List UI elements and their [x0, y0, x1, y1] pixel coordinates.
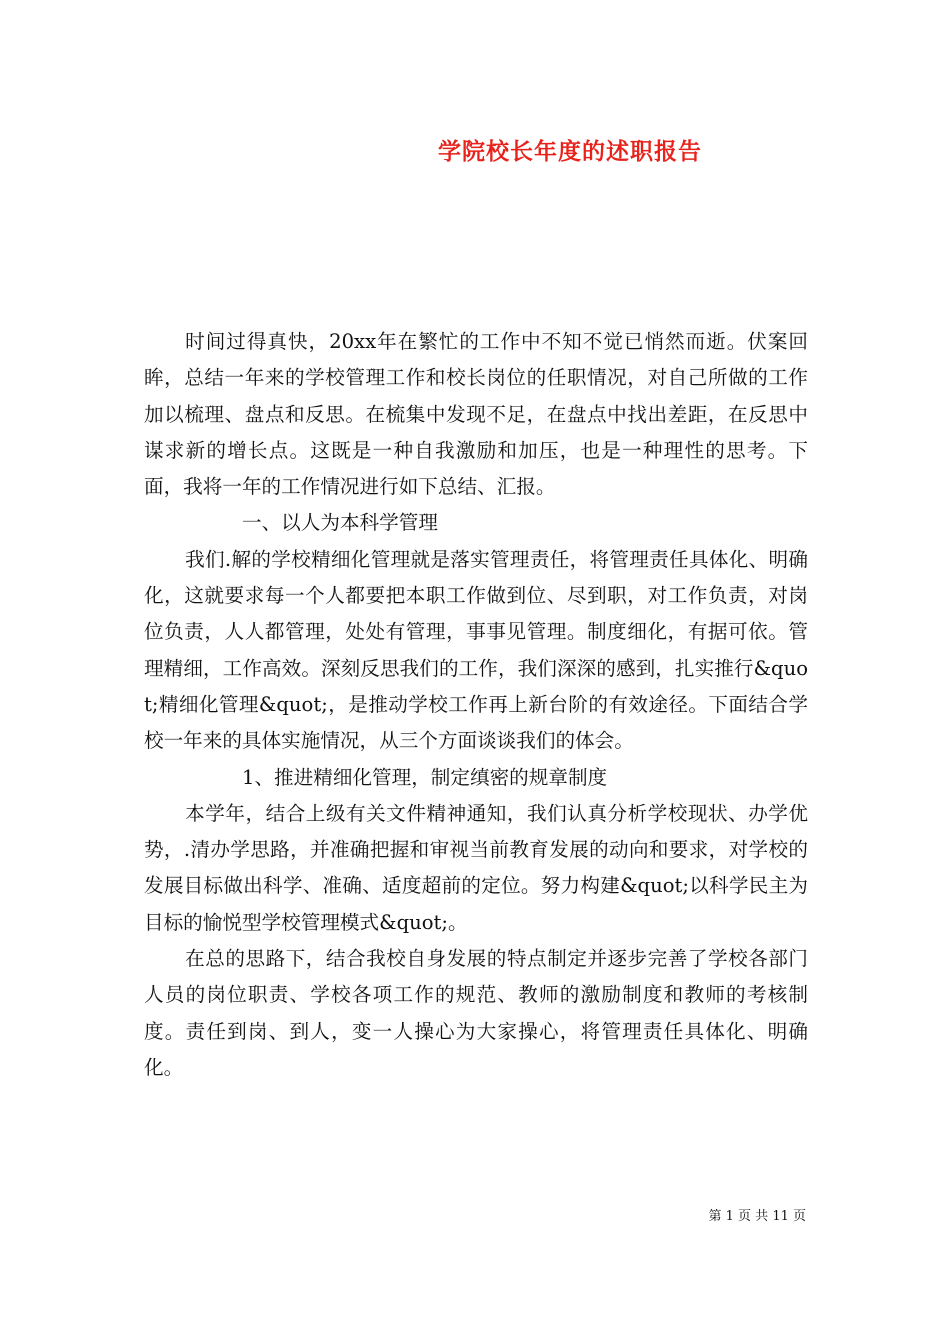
paragraph-this-year: 本学年，结合上级有关文件精神通知，我们认真分析学校现状、办学优势，.清办学思路，并准确把握和审视当前教育发展的动向和要求，对学校的发展目标做出科学、准确、适度超前的定位。努力构建&quot;以科学民主为目标的愉悦型学校管理模式&quot;。 — [144, 801, 808, 934]
document-body — [144, 324, 808, 1086]
document-title: 学院校长年度的述职报告 — [438, 138, 702, 165]
paragraph-management: 我们.解的学校精细化管理就是落实管理责任，将管理责任具体化、明确化，这就要求每一个人都要把本职工作做到位、尽到职，对工作负责，对岗位负责，人人都管理，处处有管理，事事见管理。制度细化，有据可依。管理精细，工作高效。深刻反思我们的工作，我们深深的感到，扎实推行&quot;精细化管理&quot;，是推动学校工作再上新台阶的有效途径。下面结合学校一年来的具体实施情况，从三个方面谈谈我们的体会。 — [144, 547, 808, 753]
section-heading-1: 一、以人为本科学管理 — [242, 511, 438, 535]
page-number-footer: 第 1 页 共 11 页 — [708, 1209, 806, 1224]
paragraph-overall-approach: 在总的思路下，结合我校自身发展的特点制定并逐步完善了学校各部门人员的岗位职责、学校各项工作的规范、教师的激励制度和教师的考核制度。责任到岗、到人，变一人操心为大家操心，将管理责任具体化、明确化。 — [144, 947, 808, 1079]
paragraph-intro: 时间过得真快，20xx年在繁忙的工作中不知不觉已悄然而逝。伏案回眸，总结一年来的学校管理工作和校长岗位的任职情况，对自己所做的工作加以梳理、盘点和反思。在梳集中发现不足，在盘点中找出差距，在反思中谋求新的增长点。这既是一种自我激励和加压，也是一种理性的思考。下面，我将一年的工作情况进行如下总结、汇报。 — [144, 330, 808, 499]
subsection-heading-1: 1、推进精细化管理，制定缜密的规章制度 — [242, 765, 608, 789]
